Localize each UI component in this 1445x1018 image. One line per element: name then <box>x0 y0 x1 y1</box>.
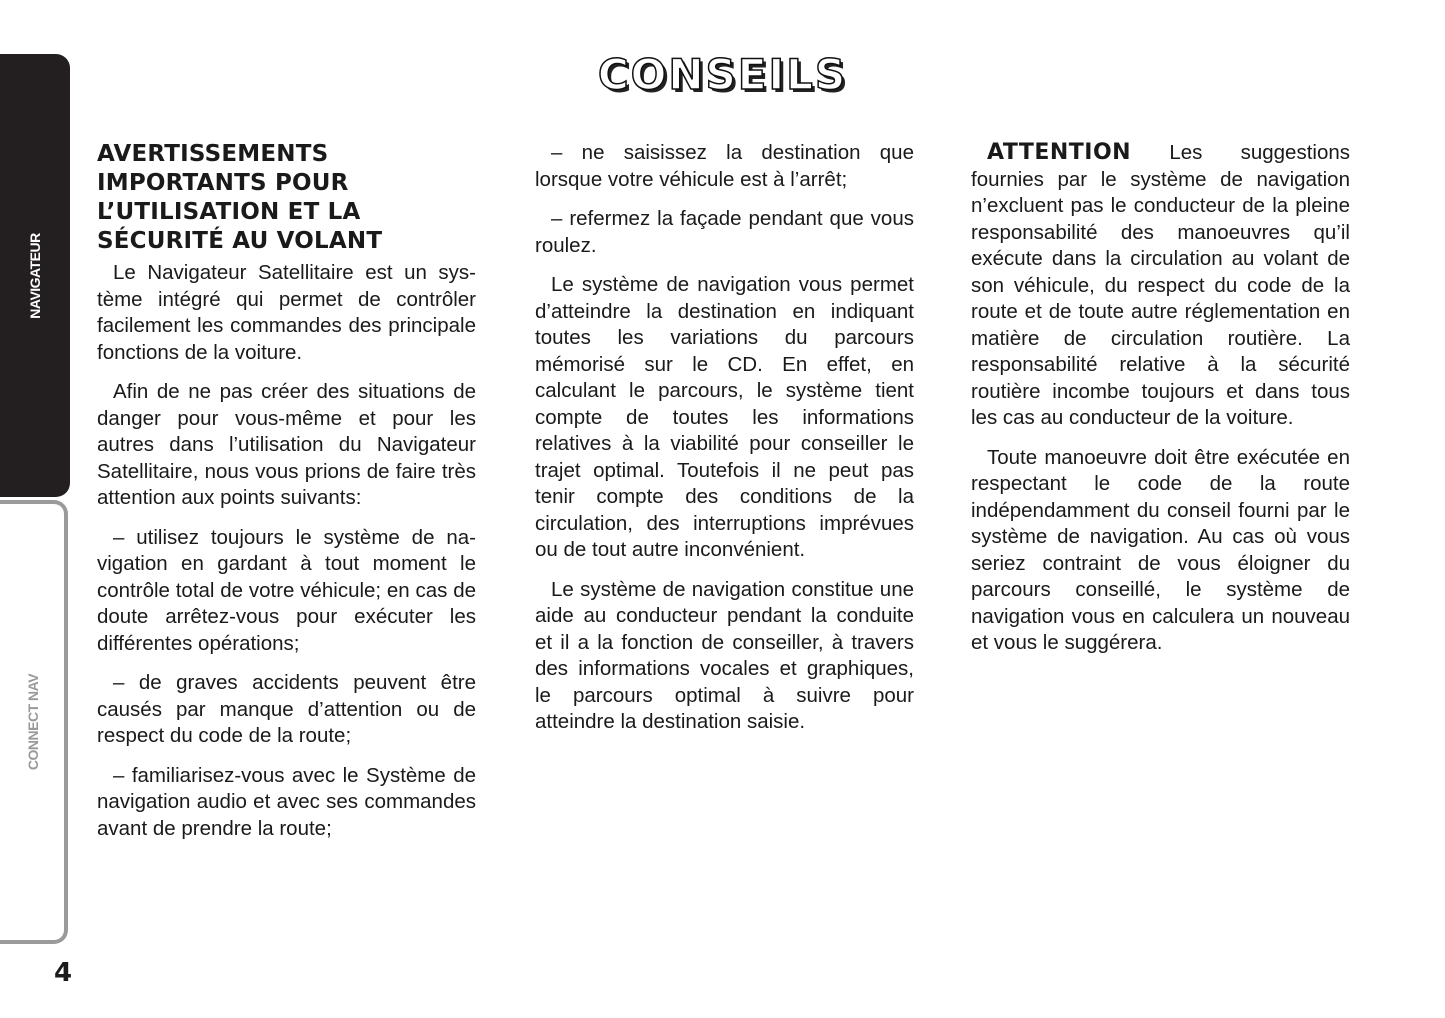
paragraph: – de graves accidents peuvent être causés par manque d’attention ou de respect du code de la route; <box>97 671 476 747</box>
paragraph: Toute manoeuvre doit être exécutée en respectant le code de la route indépendamment du conseil fourni par le système de navigation. Au cas où vous seriez contraint de vous éloigner du parcours conseillé, le système de navigation vous en calculera un nouveau et vous le suggérera. <box>971 445 1350 654</box>
side-tab-connect-nav <box>0 500 68 944</box>
paragraph: – ne saisissez la destination que lorsque votre véhicule est à l’arrêt; <box>535 141 914 191</box>
paragraph: Le système de navigation vous permet d’atteindre la destination en indiquant toutes les variations du parcours mémorisé sur le CD. En effet, en calculant le parcours, le système tient compte de toutes les informations relatives à la viabilité pour conseiller le trajet optimal. Toutefois il ne peut pas tenir compte des conditions de la circulation, des interruptions imprévues ou de tout autre inconvénient. <box>535 273 914 561</box>
side-tab-label: NAVIGATEUR <box>27 233 43 319</box>
paragraph: Le système de navigation constitue une aide au conducteur pendant la conduite et il a la fonction de conseiller, à travers des informations vocales et graphiques, le parcours optimal à suivre pour atteindre la destination saisie. <box>535 577 914 733</box>
paragraph: Le Navigateur Satellitaire est un système intégré qui permet de contrôler facilement les commandes des principale fonctions de la voiture. <box>97 261 476 364</box>
section-heading: AVERTISSEMENTS IMPORTANTS POUR L’UTILISATION ET LA SÉCURITÉ AU VOLANT <box>97 141 383 254</box>
attention-label: ATTENTION <box>987 140 1132 165</box>
attention-paragraph <box>971 140 1350 432</box>
column-2 <box>535 140 914 749</box>
paragraph: – familiarisez-vous avec le Système de navigation audio et avec ses commandes avant de prendre la route; <box>97 763 476 840</box>
paragraph: – utilisez toujours le système de navigation en gardant à tout moment le contrôle total de votre véhicule; en cas de doute arrêtez-vous pour exécuter les différentes opérations; <box>97 525 476 655</box>
page-title: CONSEILS <box>597 50 848 99</box>
paragraph: – refermez la façade pendant que vous roulez. <box>535 207 914 257</box>
column-3 <box>971 140 1350 670</box>
side-tab-label: CONNECT NAV <box>25 673 41 771</box>
page-number: 4 <box>54 958 73 988</box>
side-tab-navigateur <box>0 54 70 497</box>
attention-text: Les suggestions fournies par le système de navigation n’excluent pas le conducteur de la pleine responsabilité des manoeuvres qu’il exécute dans la circulation au volant de son véhicule, du respect du code de la route et de toute autre réglementation en matière de circulation routière. La responsabilité relative à la sécurité routière incombe toujours et dans tous les cas au conducteur de la voiture. <box>971 141 1351 429</box>
column-1 <box>97 140 476 855</box>
paragraph: Afin de ne pas créer des situations de danger pour vous-même et pour les autres dans l’utilisation du Navigateur Satellitaire, nous vous prions de faire très attention aux points suivants: <box>97 380 476 509</box>
